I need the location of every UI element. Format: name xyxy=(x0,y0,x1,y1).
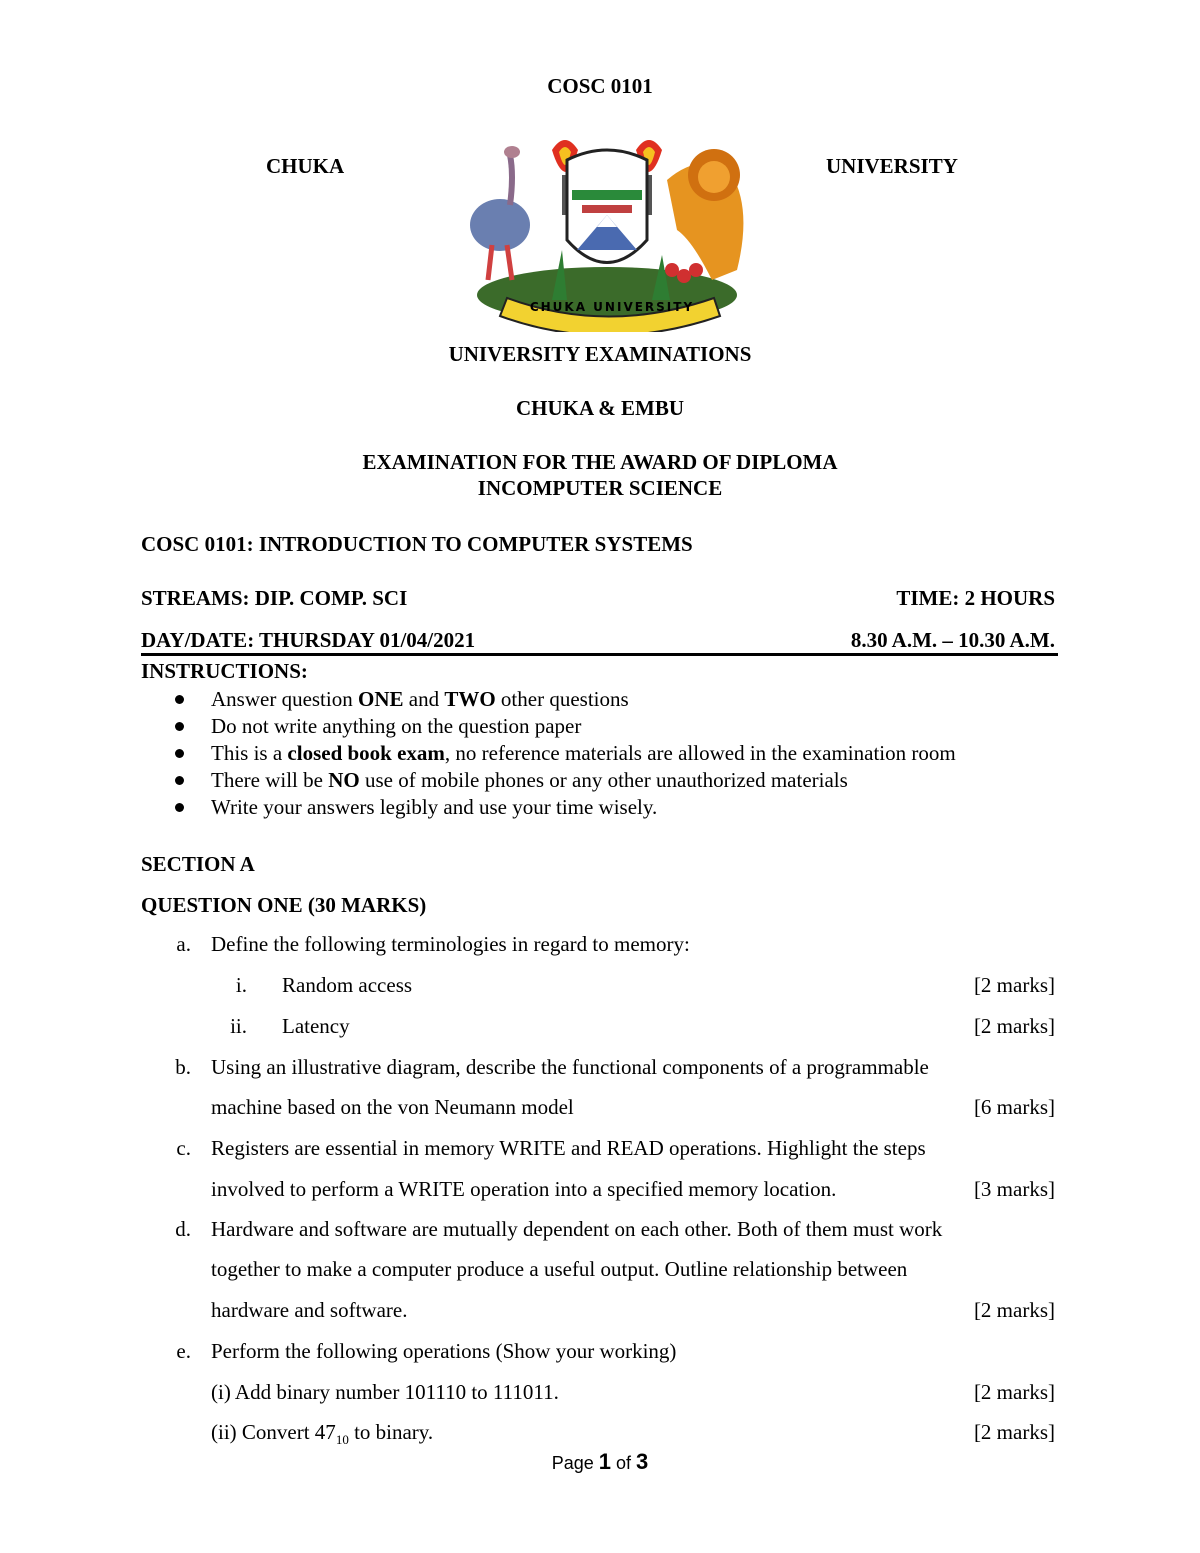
question-c-line1: Registers are essential in memory WRITE and READ operations. Highlight the steps xyxy=(211,1136,926,1160)
question-marker: b. xyxy=(175,1055,191,1079)
marks-b: [6 marks] xyxy=(973,1095,1055,1119)
question-marker: ii. xyxy=(230,1014,247,1038)
marks-e-i: [2 marks] xyxy=(973,1380,1055,1404)
logo-banner-text: CHUKA UNIVERSITY xyxy=(529,300,695,314)
instruction-item: Do not write anything on the question paper xyxy=(141,713,1101,740)
marks-c: [3 marks] xyxy=(973,1177,1055,1201)
question-title: QUESTION ONE (30 MARKS) xyxy=(141,893,427,917)
of-label: of xyxy=(616,1453,632,1473)
question-a-i-text: Random access xyxy=(282,973,413,997)
course-title: COSC 0101: INTRODUCTION TO COMPUTER SYSTEMS xyxy=(141,532,693,556)
instructions-heading: INSTRUCTIONS: xyxy=(141,659,308,683)
bullet-icon xyxy=(175,776,184,785)
bullet-icon xyxy=(175,695,184,704)
header-left-word: CHUKA xyxy=(266,154,345,178)
header-right-word: UNIVERSITY xyxy=(826,154,958,178)
course-code: COSC 0101 xyxy=(547,74,653,98)
header-divider xyxy=(141,653,1058,656)
marks-d: [2 marks] xyxy=(973,1298,1055,1322)
question-e-i: (i) Add binary number 101110 to 111011. xyxy=(211,1380,559,1404)
exam-title: UNIVERSITY EXAMINATIONS xyxy=(448,342,752,366)
streams: STREAMS: DIP. COMP. SCI xyxy=(141,586,408,610)
marks-e-ii: [2 marks] xyxy=(973,1420,1055,1444)
question-a-text: Define the following terminologies in regard to memory: xyxy=(211,932,690,956)
exam-duration: TIME: 2 HOURS xyxy=(896,586,1055,610)
bullet-icon xyxy=(175,722,184,731)
instruction-item: Write your answers legibly and use your time wisely. xyxy=(141,794,1101,821)
instruction-item: Answer question ONE and TWO other questions xyxy=(141,686,1101,713)
question-marker: c. xyxy=(176,1136,191,1160)
marks-a-i: [2 marks] xyxy=(973,973,1055,997)
question-marker: a. xyxy=(176,932,191,956)
question-d-line1: Hardware and software are mutually dependent on each other. Both of them must work xyxy=(211,1217,943,1241)
question-d-line3: hardware and software. xyxy=(211,1298,408,1322)
bullet-icon xyxy=(175,749,184,758)
question-marker: e. xyxy=(176,1339,191,1363)
question-e-ii: (ii) Convert $47_{10}$ to binary. xyxy=(211,1420,434,1448)
section-title: SECTION A xyxy=(141,852,255,876)
instructions-list xyxy=(141,686,1101,821)
award-title-line1: EXAMINATION FOR THE AWARD OF DIPLOMA xyxy=(362,450,838,474)
university-logo xyxy=(452,120,762,332)
page-number: 1 xyxy=(598,1449,611,1474)
question-b-line2: machine based on the von Neumann model xyxy=(211,1095,574,1119)
award-title-line2: INCOMPUTER SCIENCE xyxy=(477,476,723,500)
page-label: Page xyxy=(551,1453,594,1473)
question-a-ii-text: Latency xyxy=(282,1014,350,1038)
campus-title: CHUKA & EMBU xyxy=(516,396,684,420)
day-date: DAY/DATE: THURSDAY 01/04/2021 xyxy=(141,628,476,652)
page-footer xyxy=(0,1449,1200,1475)
instruction-item: This is a closed book exam, no reference materials are allowed in the examination room xyxy=(141,740,1101,767)
question-e-text: Perform the following operations (Show your working) xyxy=(211,1339,677,1363)
marks-a-ii: [2 marks] xyxy=(973,1014,1055,1038)
question-marker: d. xyxy=(175,1217,191,1241)
question-marker: i. xyxy=(235,973,247,997)
exam-hours: 8.30 A.M. – 10.30 A.M. xyxy=(850,628,1055,652)
question-d-line2: together to make a computer produce a useful output. Outline relationship between xyxy=(211,1257,908,1281)
page-total: 3 xyxy=(636,1449,649,1474)
instruction-item: There will be NO use of mobile phones or any other unauthorized materials xyxy=(141,767,1101,794)
bullet-icon xyxy=(175,803,184,812)
question-b-line1: Using an illustrative diagram, describe the functional components of a programmable xyxy=(211,1055,929,1079)
question-c-line2: involved to perform a WRITE operation into a specified memory location. xyxy=(211,1177,837,1201)
